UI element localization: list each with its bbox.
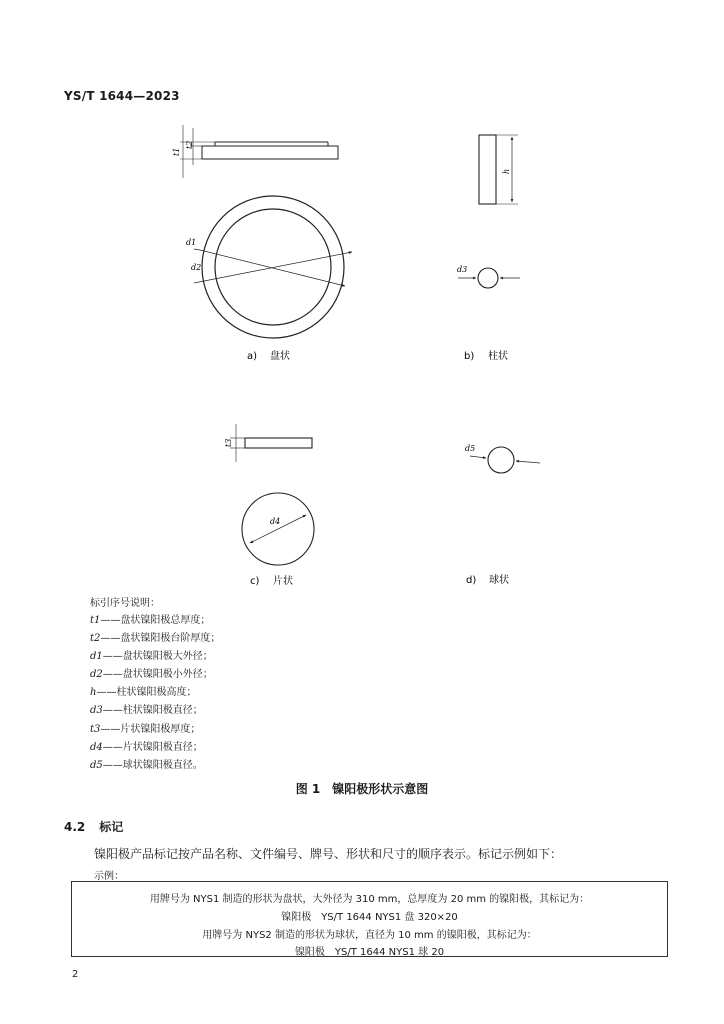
section-number: 4.2 (64, 820, 86, 834)
disc-side-view (180, 125, 338, 178)
sphere-view (470, 447, 540, 473)
caption-b-text: 柱状 (488, 351, 508, 362)
legend-list (90, 612, 220, 775)
legend-item (90, 757, 220, 775)
legend-symbol: d4 (90, 741, 103, 753)
example-box (71, 881, 668, 957)
legend-item (90, 702, 220, 720)
legend-item (90, 666, 220, 684)
sheet-side-view (230, 424, 312, 462)
legend-description: ——盘状镍阳极大外径； (102, 651, 213, 663)
label-t3: t3 (224, 438, 233, 447)
legend-item (90, 739, 220, 757)
legend-item (90, 721, 220, 739)
legend-item (90, 648, 220, 666)
legend-item (90, 684, 220, 702)
label-t2: t2 (185, 140, 194, 149)
page-number: 2 (72, 969, 79, 980)
section-title: 标记 (99, 820, 124, 834)
label-d5: d5 (465, 444, 476, 453)
disc-top-view (194, 196, 352, 338)
sheet-top-view (242, 493, 314, 565)
legend-description: ——柱状镍阳极高度； (96, 687, 197, 699)
section-heading (64, 818, 123, 835)
label-d1: d1 (186, 238, 197, 247)
caption-a-text: 盘状 (270, 351, 290, 362)
caption-a-letter: a) (247, 351, 258, 362)
caption-c-letter: c) (250, 576, 260, 587)
legend-symbol: d2 (90, 669, 103, 681)
legend-symbol: h (90, 687, 97, 699)
caption-c-text: 片状 (273, 576, 293, 587)
legend-symbol: d1 (90, 651, 103, 663)
legend-symbol: d5 (90, 759, 103, 771)
legend-item (90, 612, 220, 630)
caption-b-letter: b) (464, 351, 475, 362)
legend-description: ——柱状镍阳极直径； (102, 705, 203, 717)
legend-symbol: d3 (90, 705, 103, 717)
label-d4: d4 (270, 517, 281, 526)
cylinder-view (479, 135, 518, 204)
example-label: 示例： (94, 871, 124, 882)
section-paragraph: 镍阳极产品标记按产品名称、文件编号、牌号、形状和尺寸的顺序表示。标记示例如下： (94, 847, 563, 861)
label-h: h (502, 168, 511, 174)
label-d2: d2 (191, 263, 202, 272)
standard-code: YS/T 1644—2023 (64, 89, 180, 103)
caption-d-letter: d) (466, 575, 477, 586)
legend-description: ——球状镍阳极直径。 (102, 759, 203, 771)
label-t1: t1 (172, 147, 181, 156)
example-line-2: 镍阳极 YS/T 1644 NYS1 盘 320×20 (281, 912, 458, 923)
legend-symbol: t2 (90, 633, 101, 645)
cylinder-section-view (458, 268, 520, 288)
legend-item (90, 630, 220, 648)
legend-description: ——片状镍阳极厚度； (100, 723, 201, 735)
example-line-3: 用牌号为 NYS2 制造的形状为球状，直径为 10 mm 的镍阳极，其标记为： (202, 930, 537, 941)
label-d3: d3 (457, 265, 468, 274)
legend-symbol: t1 (90, 615, 101, 626)
legend-description: ——盘状镍阳极总厚度； (100, 615, 211, 626)
legend-symbol: t3 (90, 723, 101, 735)
example-line-1: 用牌号为 NYS1 制造的形状为盘状，大外径为 310 mm，总厚度为 20 mm 的镍阳极，其标记为： (149, 894, 590, 905)
legend-description: ——盘状镍阳极台阶厚度； (100, 633, 221, 645)
legend-title: 标引序号说明： (90, 598, 160, 609)
example-line-4: 镍阳极 YS/T 1644 NYS1 球 20 (294, 947, 445, 958)
figure-title: 图 1 镍阳极形状示意图 (295, 782, 429, 796)
caption-d-text: 球状 (489, 575, 509, 586)
legend-description: ——盘状镍阳极小外径； (102, 669, 213, 681)
legend-description: ——片状镍阳极直径； (102, 741, 203, 753)
